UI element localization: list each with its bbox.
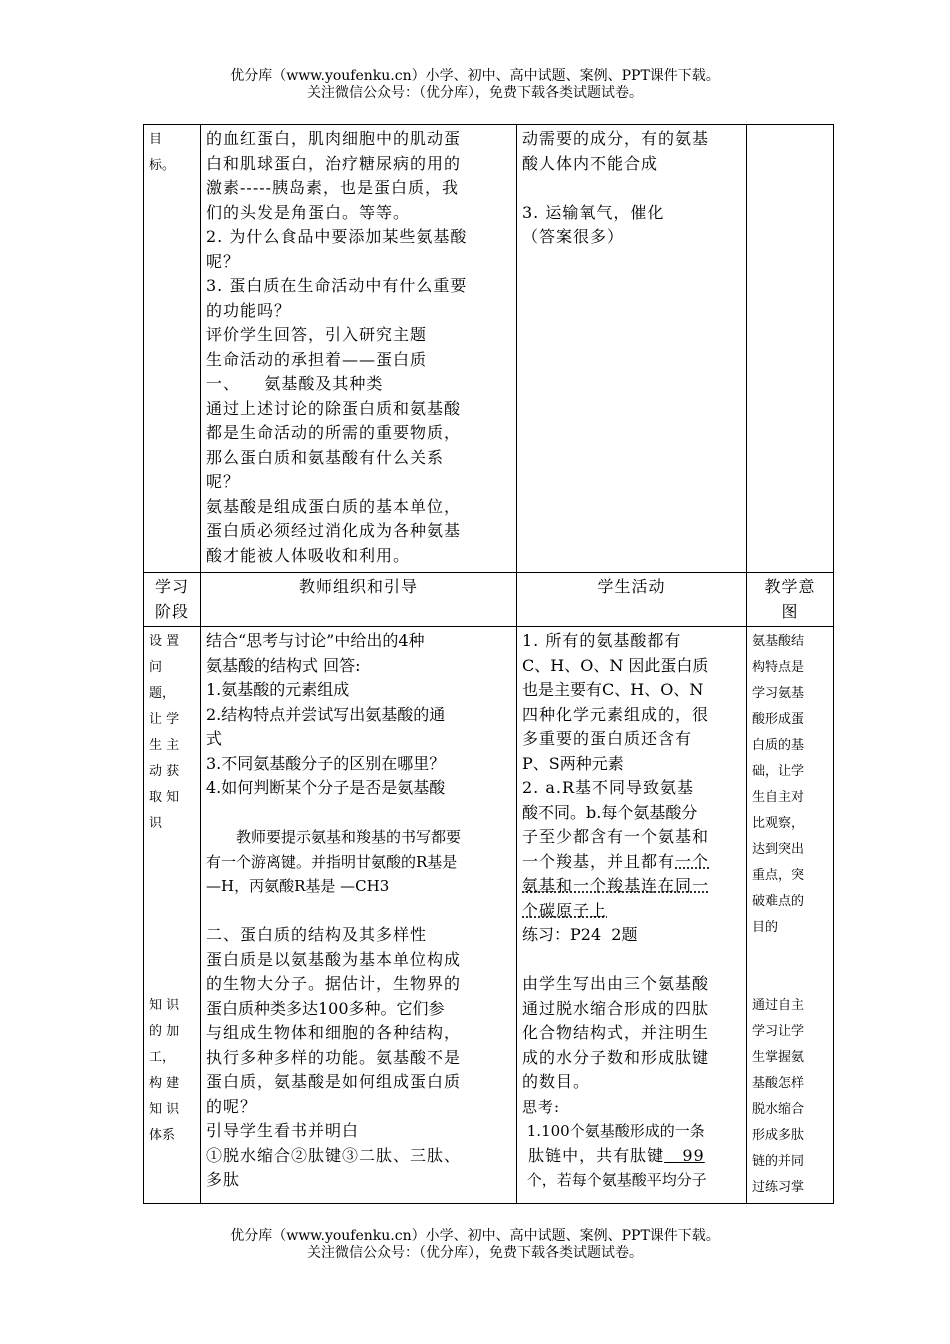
teacher-line: 都是生命活动的所需的重要物质，	[206, 423, 462, 442]
student-line: P、S两种元素	[522, 753, 624, 773]
intent-line: 础，让学	[752, 764, 805, 779]
stage-text: 工，	[149, 1050, 176, 1065]
teacher-line: 评价学生回答，引入研究主题	[206, 325, 428, 344]
student-cell-content	[517, 627, 747, 1204]
teacher-line: 通过上述讨论的除蛋白质和氨基酸	[206, 398, 462, 418]
teacher-line: 3.不同氨基酸分子的区别在哪里？	[206, 753, 446, 773]
teacher-line: 2.结构特点并尝试写出氨基酸的通	[206, 704, 446, 724]
teacher-line: 呢？	[206, 251, 241, 271]
section-heading: 二、蛋白质的结构及其多样性	[206, 925, 428, 944]
student-line: 化合物结构式，并注明生	[522, 1023, 710, 1042]
header-line-2: 关注微信公众号：（优分库），免费下载各类试题试卷。	[307, 85, 643, 101]
intent-line: 破难点的	[752, 894, 805, 909]
student-line: 的数目。	[522, 1072, 591, 1091]
practice-line: 练习：P24 2题	[522, 925, 638, 944]
intent-line: 生自主对	[752, 790, 805, 805]
intent-line: 链的并同	[752, 1154, 805, 1169]
student-cell-objectives	[517, 125, 747, 573]
student-line: 四种化学元素组成的，很	[522, 704, 710, 724]
teacher-cell-objectives	[201, 125, 517, 573]
intent-line: 形成多肽	[752, 1128, 805, 1143]
stage-text: 题，	[149, 686, 176, 701]
answer-blank: 99	[664, 1145, 705, 1165]
stage-text: 识	[149, 816, 163, 831]
teacher-line: 2. 为什么食品中要添加某些氨基酸	[206, 227, 468, 246]
intent-line: 重点，突	[752, 868, 805, 883]
dotted-underline-text: 个碳原子上	[522, 900, 608, 920]
teacher-line: 式	[206, 729, 223, 748]
teacher-line: 呢？	[206, 472, 241, 491]
objectives-row	[144, 125, 834, 573]
stage-cell-objectives	[144, 125, 201, 573]
student-line: 通过脱水缩合形成的四肽	[522, 998, 710, 1018]
teacher-line: 蛋白质必须经过消化成为各种氨基	[206, 521, 462, 540]
content-row	[144, 627, 834, 1204]
intent-line: 过练习掌	[752, 1180, 805, 1195]
teacher-line: 执行多种多样的功能。氨基酸不是	[206, 1047, 462, 1067]
intent-line: 目的	[752, 920, 779, 935]
stage-text: 取 知	[149, 790, 180, 805]
lesson-plan-table	[143, 124, 834, 1204]
stage-text: 知 识	[149, 1102, 180, 1117]
teacher-note: 有一个游离键。并指明甘氨酸的R基是	[206, 852, 458, 871]
teacher-line: 蛋白质是以氨基酸为基本单位构成	[206, 949, 462, 969]
teacher-line: 氨基酸是组成蛋白质的基本单位，	[206, 496, 462, 516]
header-teacher-text: 教师组织和引导	[298, 577, 418, 596]
question-line: 个，若每个氨基酸平均分子	[522, 1171, 707, 1189]
teacher-line: 3. 蛋白质在生命活动中有什么重要	[206, 276, 468, 295]
stage-text: 让 学	[149, 712, 180, 727]
think-label: 思考:	[522, 1097, 561, 1116]
student-line: 酸人体内不能合成	[522, 153, 659, 173]
intent-line: 酸形成蛋	[752, 712, 805, 727]
header-stage-text: 学习	[154, 577, 189, 596]
header-stage-text: 阶段	[154, 601, 189, 621]
intent-line: 通过自主	[752, 998, 805, 1013]
header-teacher	[201, 573, 517, 627]
teacher-line: 生命活动的承担着——蛋白质	[206, 349, 428, 369]
stage-text: 的 加	[149, 1024, 180, 1039]
header-student	[517, 573, 747, 627]
student-line: 酸不同。b.每个氨基酸分	[522, 802, 698, 822]
stage-text: 目	[149, 132, 163, 147]
header-intent-text: 图	[781, 601, 799, 621]
stage-text: 标。	[149, 158, 176, 173]
stage-text: 构 建	[149, 1076, 180, 1091]
teacher-line: 结合“思考与讨论”中给出的4种	[206, 631, 425, 650]
teacher-line: 蛋白质种类多达100多种。它们参	[206, 998, 445, 1018]
student-line: C、H、O、N 因此蛋白质	[522, 655, 709, 675]
teacher-line: 与组成生物体和细胞的各种结构，	[206, 1023, 462, 1042]
header-intent	[747, 573, 834, 627]
stage-text: 设 置	[149, 634, 180, 649]
footer-line-1: 优分库（www.youfenku.cn）小学、初中、高中试题、案例、PPT课件下载。	[230, 1228, 720, 1244]
footer-line-2: 关注微信公众号：（优分库），免费下载各类试题试卷。	[307, 1245, 643, 1261]
dotted-underline-text: 氨基和一个羧基连在同一	[522, 876, 710, 895]
student-line: 也是主要有C、H、O、N	[522, 680, 704, 699]
intent-line: 基酸怎样	[752, 1076, 805, 1091]
teacher-line: 氨基酸的结构式 回答:	[206, 655, 361, 675]
intent-line: 白质的基	[752, 738, 805, 753]
teacher-line: ①脱水缩合②肽键③二肽、三肽、	[206, 1145, 462, 1165]
teacher-line: 蛋白质，氨基酸是如何组成蛋白质	[206, 1072, 462, 1091]
teacher-line: 的生物大分子。据估计，生物界的	[206, 974, 462, 993]
student-line: （答案很多）	[522, 227, 625, 246]
student-line: 一个羧基，并且都有	[522, 851, 676, 871]
teacher-line: 那么蛋白质和氨基酸有什么关系	[206, 447, 445, 467]
student-line: 子至少都含有一个氨基和	[522, 827, 710, 846]
student-line: 2. a.R基不同导致氨基	[522, 778, 695, 797]
table-header-row	[144, 573, 834, 627]
header-line-1: 优分库（www.youfenku.cn）小学、初中、高中试题、案例、PPT课件下载。	[230, 68, 720, 84]
teacher-line: 白和肌球蛋白，治疗糖尿病的用的	[206, 153, 462, 173]
student-line: 1. 所有的氨基酸都有	[522, 631, 682, 650]
stage-text: 体系	[149, 1128, 176, 1143]
teacher-line: 多肽	[206, 1170, 241, 1189]
intent-cell-content	[747, 627, 834, 1204]
student-line: 动需要的成分，有的氨基	[522, 129, 710, 148]
teacher-note: —H，丙氨酸R基是 —CH3	[206, 877, 390, 895]
student-line: 由学生写出由三个氨基酸	[522, 974, 710, 993]
question-line: 1.100个氨基酸形成的一条	[522, 1122, 705, 1140]
teacher-line: 们的头发是角蛋白。等等。	[206, 202, 411, 222]
student-line: 成的水分子数和形成肽键	[522, 1047, 710, 1067]
teacher-line: 引导学生看书并明白	[206, 1121, 360, 1140]
page-header	[0, 68, 950, 102]
stage-text: 知 识	[149, 998, 180, 1013]
intent-line: 比观察，	[752, 816, 805, 831]
intent-line: 学习氨基	[752, 686, 805, 701]
stage-text: 生 主	[149, 738, 180, 753]
intent-cell-objectives	[747, 125, 834, 573]
intent-line: 达到突出	[752, 842, 805, 857]
intent-line: 氨基酸结	[752, 634, 805, 649]
teacher-line: 的呢？	[206, 1096, 258, 1116]
teacher-line: 的功能吗？	[206, 300, 292, 320]
teacher-line: 激素-----胰岛素，也是蛋白质，我	[206, 178, 460, 197]
stage-text: 动 获	[149, 764, 180, 779]
teacher-line: 酸才能被人体吸收和利用。	[206, 545, 411, 565]
stage-text: 问	[149, 660, 163, 675]
teacher-line: 1.氨基酸的元素组成	[206, 680, 350, 699]
page-footer	[0, 1228, 950, 1262]
question-line: 肽链中，共有肽键	[522, 1145, 665, 1165]
header-student-text: 学生活动	[597, 577, 666, 596]
section-heading: 一、 氨基酸及其种类	[206, 374, 384, 393]
teacher-line: 4.如何判断某个分子是否是氨基酸	[206, 778, 446, 797]
intent-line: 构特点是	[752, 660, 805, 675]
stage-cell-content	[144, 627, 201, 1204]
teacher-note: 教师要提示氨基和羧基的书写都要	[236, 828, 462, 846]
teacher-cell-content	[201, 627, 517, 1204]
intent-line: 学习让学	[752, 1024, 805, 1039]
student-line: 3. 运输氧气，催化	[522, 202, 665, 222]
header-stage	[144, 573, 201, 627]
intent-line: 生掌握氨	[752, 1050, 805, 1065]
teacher-line: 的血红蛋白，肌肉细胞中的肌动蛋	[206, 129, 462, 148]
dotted-underline-text: 一个	[675, 851, 710, 871]
intent-line: 脱水缩合	[752, 1102, 805, 1117]
student-line: 多重要的蛋白质还含有	[522, 729, 693, 748]
header-intent-text: 教学意	[764, 577, 816, 596]
